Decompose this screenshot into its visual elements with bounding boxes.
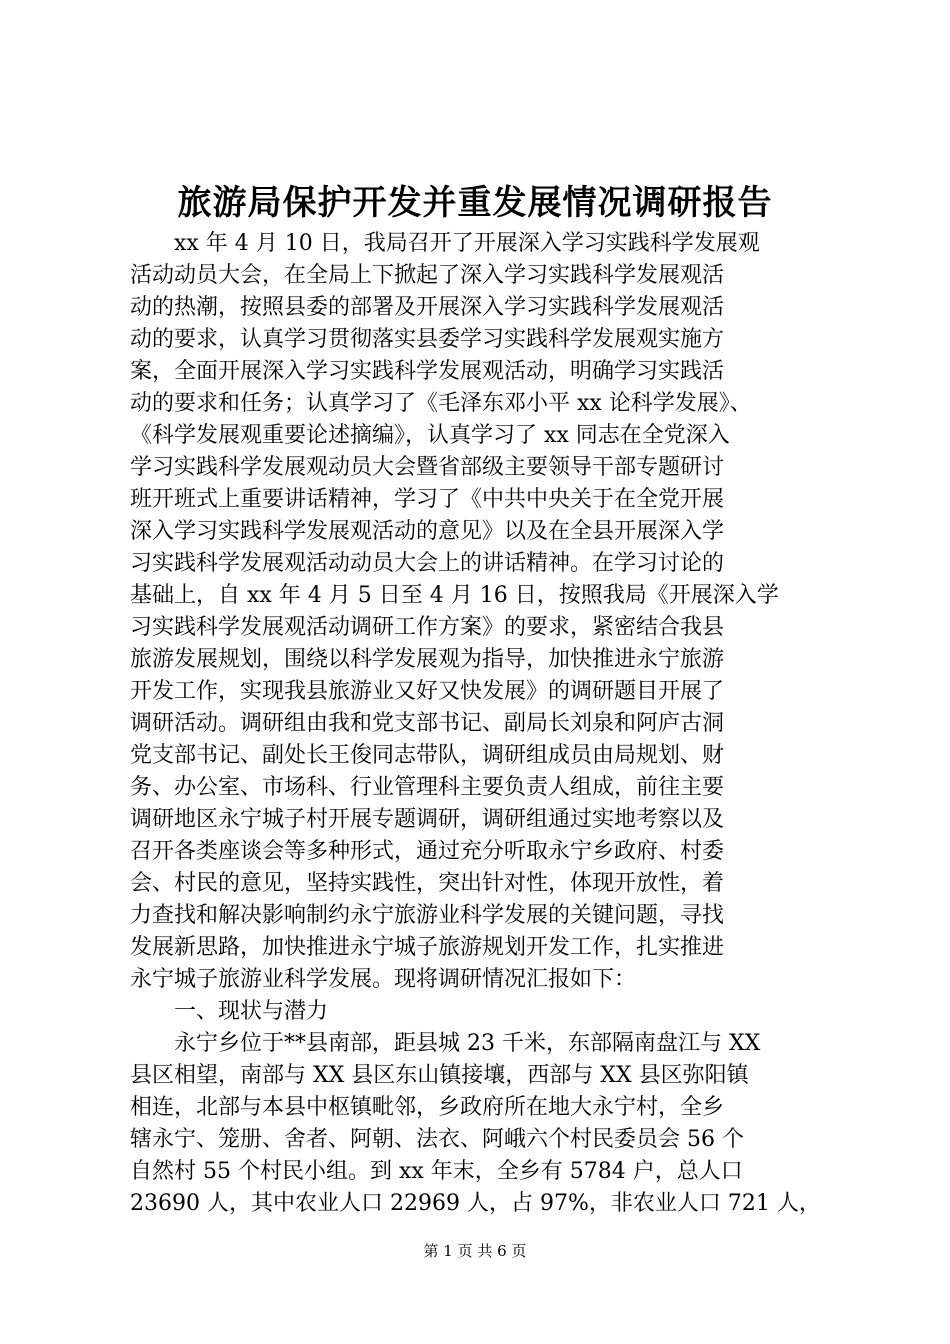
text-line: 深入学习实践科学发展观活动的意见》以及在全县开展深入学 (130, 519, 725, 544)
page-footer: 第 1 页 共 6 页 (423, 1242, 527, 1260)
text-line: 23690 人，其中农业人口 22969 人，占 97%，非农业人口 721 人， (130, 1191, 821, 1216)
text-line: 县区相望，南部与 XX 县区东山镇接壤，西部与 XX 县区弥阳镇 (130, 1063, 749, 1088)
text-line: 活动动员大会，在全局上下掀起了深入学习实践科学发展观活 (130, 263, 725, 288)
text-line: xx 年 4 月 10 日，我局召开了开展深入学习实践科学发展观 (174, 231, 760, 256)
text-line: 基础上，自 xx 年 4 月 5 日至 4 月 16 日，按照我局《开展深入学 (130, 583, 779, 608)
text-line: 发展新思路，加快推进永宁城子旅游规划开发工作，扎实推进 (130, 935, 725, 960)
text-line: 自然村 55 个村民小组。到 xx 年末，全乡有 5784 户，总人口 (130, 1159, 743, 1184)
text-line: 会、村民的意见，坚持实践性，突出针对性，体现开放性，着 (130, 871, 725, 896)
text-line: 动的要求和任务；认真学习了《毛泽东邓小平 xx 论科学发展》、 (130, 391, 752, 416)
text-line: 动的要求，认真学习贯彻落实县委学习实践科学发展观实施方 (130, 327, 725, 352)
text-line: 动的热潮，按照县委的部署及开展深入学习实践科学发展观活 (130, 295, 725, 320)
text-line: 案，全面开展深入学习实践科学发展观活动，明确学习实践活 (130, 359, 725, 384)
text-line: 《科学发展观重要论述摘编》，认真学习了 xx 同志在全党深入 (130, 423, 730, 448)
text-line: 开发工作，实现我县旅游业又好又快发展》的调研题目开展了 (130, 679, 725, 704)
document-title: 旅游局保护开发并重发展情况调研报告 (177, 183, 773, 223)
text-line: 召开各类座谈会等多种形式，通过充分听取永宁乡政府、村委 (130, 839, 725, 864)
text-line: 永宁城子旅游业科学发展。现将调研情况汇报如下： (130, 967, 637, 992)
text-line: 调研地区永宁城子村开展专题调研，调研组通过实地考察以及 (130, 807, 725, 832)
text-line: 班开班式上重要讲话精神，学习了《中共中央关于在全党开展 (130, 487, 725, 512)
text-line: 辖永宁、笼册、舍者、阿朝、法衣、阿峨六个村民委员会 56 个 (130, 1127, 744, 1152)
section-heading: 一、现状与潜力 (174, 999, 329, 1024)
text-line: 习实践科学发展观活动调研工作方案》的要求，紧密结合我县 (130, 615, 725, 640)
document-body (130, 228, 830, 1220)
text-line: 学习实践科学发展观动员大会暨省部级主要领导干部专题研讨 (130, 455, 725, 480)
text-line: 调研活动。调研组由我和党支部书记、副局长刘泉和阿庐古洞 (130, 711, 725, 736)
text-line: 永宁乡位于**县南部，距县城 23 千米，东部隔南盘江与 XX (174, 1031, 761, 1056)
text-line: 习实践科学发展观活动动员大会上的讲话精神。在学习讨论的 (130, 551, 725, 576)
text-line: 务、办公室、市场科、行业管理科主要负责人组成，前往主要 (130, 775, 725, 800)
text-line: 力查找和解决影响制约永宁旅游业科学发展的关键问题，寻找 (130, 903, 725, 928)
text-line: 党支部书记、副处长王俊同志带队，调研组成员由局规划、财 (130, 743, 725, 768)
text-line: 相连，北部与本县中枢镇毗邻，乡政府所在地大永宁村，全乡 (130, 1095, 725, 1120)
text-line: 旅游发展规划，围绕以科学发展观为指导，加快推进永宁旅游 (130, 647, 725, 672)
